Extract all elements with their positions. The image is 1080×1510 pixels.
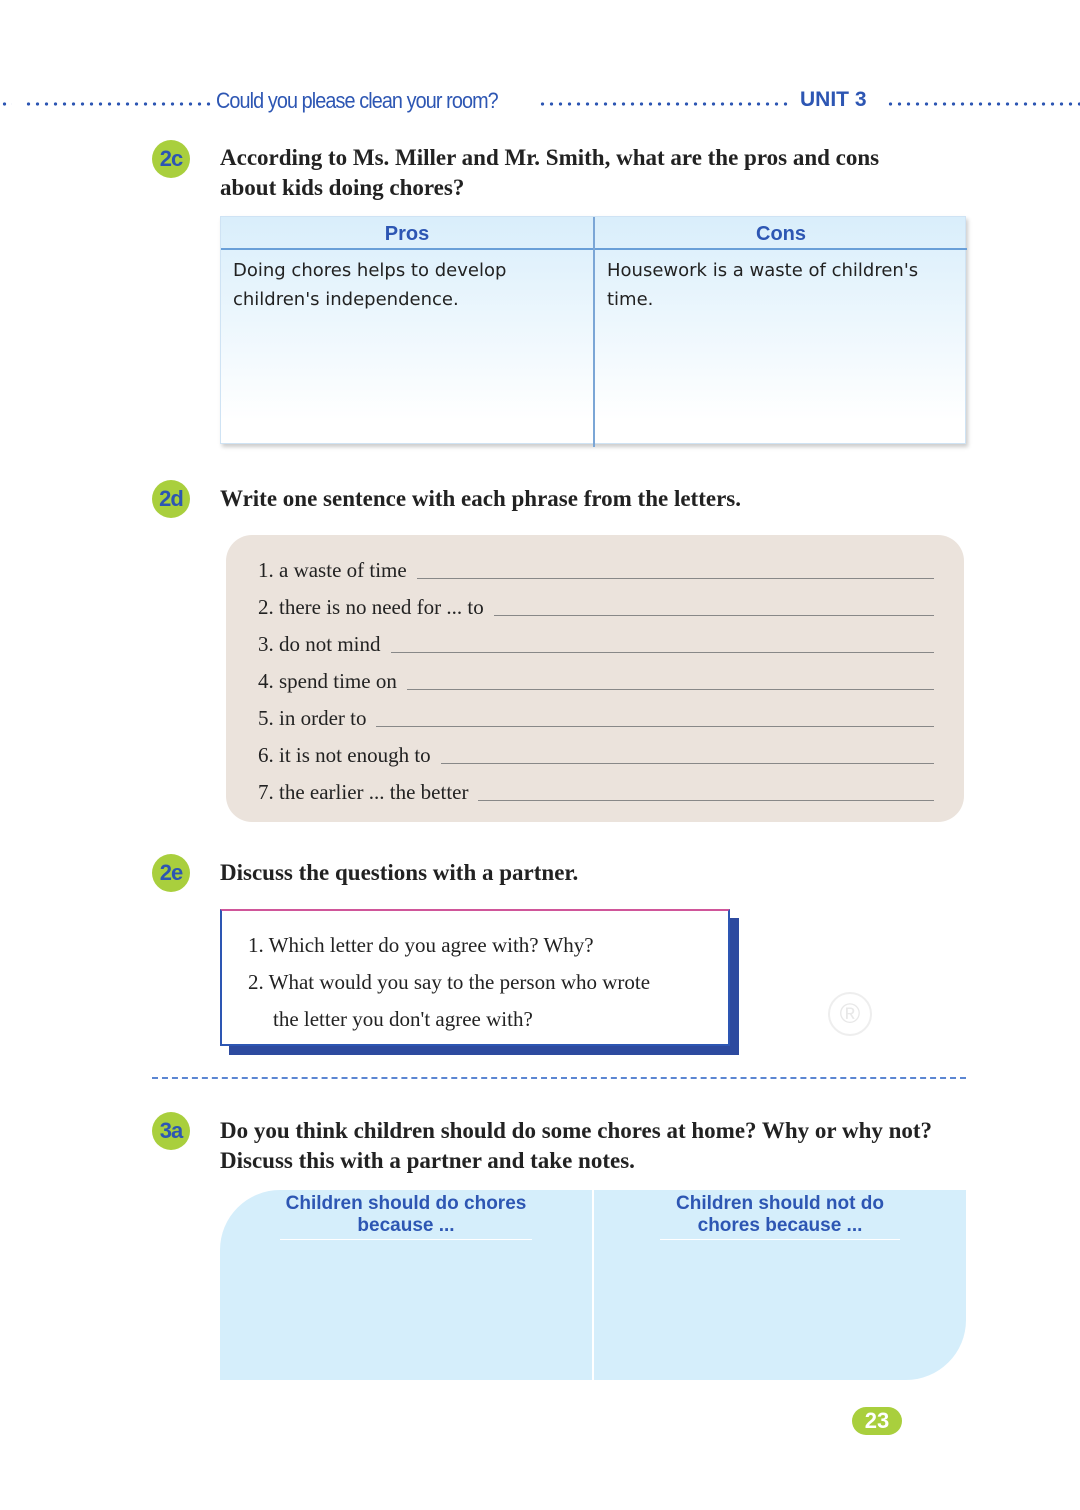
question-2c: According to Ms. Miller and Mr. Smith, what are the pros and cons about kids doing chores? <box>220 145 880 200</box>
answer-line[interactable] <box>376 726 934 727</box>
header-dots <box>886 102 1080 106</box>
discussion-item: 1. Which letter do you agree with? Why? <box>248 933 594 957</box>
answer-line[interactable] <box>441 763 934 764</box>
page-number: 23 <box>852 1407 902 1435</box>
phrase-row <box>258 590 934 620</box>
registered-watermark-icon: ® <box>828 992 872 1036</box>
phrase: 1. a waste of time <box>258 558 407 582</box>
section-divider <box>152 1077 966 1079</box>
header-dots <box>24 102 212 106</box>
pros-cons-table <box>220 216 966 444</box>
phrase: 3. do not mind <box>258 632 381 656</box>
phrase: 4. spend time on <box>258 669 397 693</box>
phrase-row <box>258 775 934 805</box>
cons-cell[interactable]: Housework is a waste of children's time. <box>607 260 919 310</box>
phrase: 6. it is not enough to <box>258 743 431 767</box>
header-dots <box>0 102 12 106</box>
phrase-row <box>258 553 934 583</box>
discussion-item: the letter you don't agree with? <box>273 1007 533 1031</box>
phrase-row <box>258 738 934 768</box>
answer-line[interactable] <box>391 652 934 653</box>
discussion-box <box>220 909 730 1046</box>
column-divider <box>592 1190 594 1380</box>
phrase: 5. in order to <box>258 706 367 730</box>
pros-cell[interactable]: Doing chores helps to develop children's independence. <box>233 260 507 310</box>
discussion-item: 2. What would you say to the person who wrote <box>248 970 651 994</box>
notes-table[interactable] <box>220 1190 966 1380</box>
answer-line[interactable] <box>407 689 934 690</box>
phrase-box <box>226 535 964 822</box>
phrase-row <box>258 664 934 694</box>
answer-line[interactable] <box>417 578 934 579</box>
answer-line[interactable] <box>494 615 934 616</box>
col-do-chores-header: Children should do chores because ... <box>280 1190 532 1240</box>
cons-header: Cons <box>595 217 967 250</box>
page-header <box>0 88 1080 120</box>
badge-2c: 2c <box>152 140 190 178</box>
question-2d: Write one sentence with each phrase from the letters. <box>220 486 741 511</box>
phrase-row <box>258 701 934 731</box>
phrase: 7. the earlier ... the better <box>258 780 469 804</box>
phrase-row <box>258 627 934 657</box>
unit-label: UNIT 3 <box>800 88 867 111</box>
pros-header: Pros <box>221 217 593 250</box>
answer-line[interactable] <box>478 800 934 801</box>
badge-2e: 2e <box>152 854 190 892</box>
question-3a: Do you think children should do some chores at home? Why or why not? Discuss this with a partner and take notes. <box>220 1118 933 1173</box>
badge-3a: 3a <box>152 1112 190 1150</box>
question-2e: Discuss the questions with a partner. <box>220 860 579 885</box>
header-title: Could you please clean your room? <box>216 88 498 113</box>
header-dots <box>538 102 790 106</box>
phrase: 2. there is no need for ... to <box>258 595 484 619</box>
badge-2d: 2d <box>152 480 190 518</box>
col-not-do-chores-header: Children should not do chores because ... <box>660 1190 900 1240</box>
